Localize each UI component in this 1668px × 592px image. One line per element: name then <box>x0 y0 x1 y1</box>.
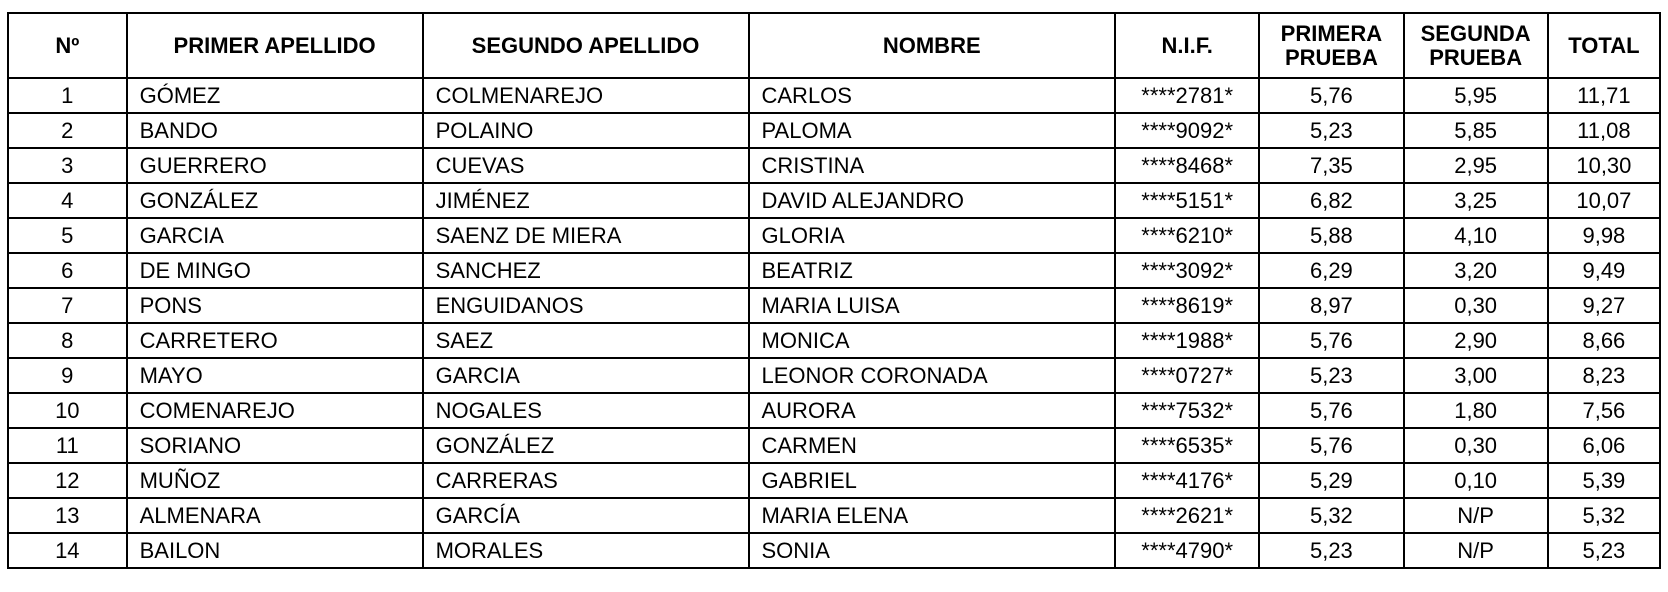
cell-nombre: GABRIEL <box>749 463 1116 498</box>
cell-total: 10,30 <box>1548 148 1660 183</box>
cell-nombre: MONICA <box>749 323 1116 358</box>
cell-nif: ****3092* <box>1115 253 1259 288</box>
cell-primera-prueba: 6,29 <box>1259 253 1403 288</box>
table-row <box>8 463 1660 498</box>
cell-nif: ****8468* <box>1115 148 1259 183</box>
cell-numero: 9 <box>8 358 127 393</box>
header-primera-prueba: PRIMERA PRUEBA <box>1259 13 1403 78</box>
cell-primera-prueba: 5,76 <box>1259 428 1403 463</box>
cell-segundo-apellido: CUEVAS <box>423 148 749 183</box>
cell-numero: 3 <box>8 148 127 183</box>
cell-segundo-apellido: SAEZ <box>423 323 749 358</box>
cell-nif: ****8619* <box>1115 288 1259 323</box>
cell-segundo-apellido: POLAINO <box>423 113 749 148</box>
cell-primera-prueba: 5,23 <box>1259 113 1403 148</box>
cell-numero: 2 <box>8 113 127 148</box>
cell-numero: 14 <box>8 533 127 568</box>
cell-total: 5,23 <box>1548 533 1660 568</box>
header-total: TOTAL <box>1548 13 1660 78</box>
cell-segunda-prueba: 3,20 <box>1404 253 1548 288</box>
cell-primer-apellido: PONS <box>127 288 423 323</box>
cell-nombre: CRISTINA <box>749 148 1116 183</box>
table-row <box>8 148 1660 183</box>
cell-primer-apellido: GÓMEZ <box>127 78 423 113</box>
cell-primera-prueba: 7,35 <box>1259 148 1403 183</box>
cell-nif: ****7532* <box>1115 393 1259 428</box>
cell-primer-apellido: BANDO <box>127 113 423 148</box>
cell-numero: 7 <box>8 288 127 323</box>
cell-nif: ****9092* <box>1115 113 1259 148</box>
cell-numero: 13 <box>8 498 127 533</box>
cell-segundo-apellido: ENGUIDANOS <box>423 288 749 323</box>
cell-total: 8,66 <box>1548 323 1660 358</box>
table-row <box>8 253 1660 288</box>
cell-total: 9,98 <box>1548 218 1660 253</box>
table-row <box>8 498 1660 533</box>
table-row <box>8 358 1660 393</box>
cell-total: 5,32 <box>1548 498 1660 533</box>
table-row <box>8 323 1660 358</box>
table-row <box>8 288 1660 323</box>
table-row <box>8 113 1660 148</box>
cell-total: 5,39 <box>1548 463 1660 498</box>
cell-segunda-prueba: 2,95 <box>1404 148 1548 183</box>
table-row <box>8 533 1660 568</box>
cell-segunda-prueba: 0,30 <box>1404 428 1548 463</box>
cell-nif: ****6210* <box>1115 218 1259 253</box>
cell-segunda-prueba: 2,90 <box>1404 323 1548 358</box>
cell-numero: 11 <box>8 428 127 463</box>
header-primer-apellido: PRIMER APELLIDO <box>127 13 423 78</box>
cell-nombre: LEONOR CORONADA <box>749 358 1116 393</box>
cell-nombre: CARLOS <box>749 78 1116 113</box>
cell-segunda-prueba: 0,10 <box>1404 463 1548 498</box>
cell-segundo-apellido: GONZÁLEZ <box>423 428 749 463</box>
cell-numero: 5 <box>8 218 127 253</box>
cell-segundo-apellido: NOGALES <box>423 393 749 428</box>
cell-segundo-apellido: JIMÉNEZ <box>423 183 749 218</box>
cell-nif: ****1988* <box>1115 323 1259 358</box>
table-row <box>8 183 1660 218</box>
cell-segunda-prueba: 1,80 <box>1404 393 1548 428</box>
cell-primer-apellido: DE MINGO <box>127 253 423 288</box>
cell-numero: 10 <box>8 393 127 428</box>
cell-primer-apellido: GARCIA <box>127 218 423 253</box>
cell-nif: ****6535* <box>1115 428 1259 463</box>
header-numero: Nº <box>8 13 127 78</box>
cell-segunda-prueba: N/P <box>1404 533 1548 568</box>
cell-segunda-prueba: 5,85 <box>1404 113 1548 148</box>
cell-primera-prueba: 5,29 <box>1259 463 1403 498</box>
cell-segundo-apellido: SAENZ DE MIERA <box>423 218 749 253</box>
cell-nombre: MARIA LUISA <box>749 288 1116 323</box>
cell-numero: 1 <box>8 78 127 113</box>
cell-segunda-prueba: 3,25 <box>1404 183 1548 218</box>
cell-segunda-prueba: 5,95 <box>1404 78 1548 113</box>
cell-primera-prueba: 5,32 <box>1259 498 1403 533</box>
table-row <box>8 78 1660 113</box>
table-row <box>8 218 1660 253</box>
header-nif: N.I.F. <box>1115 13 1259 78</box>
cell-primer-apellido: COMENAREJO <box>127 393 423 428</box>
cell-numero: 6 <box>8 253 127 288</box>
cell-primer-apellido: CARRETERO <box>127 323 423 358</box>
cell-primer-apellido: BAILON <box>127 533 423 568</box>
cell-segundo-apellido: GARCIA <box>423 358 749 393</box>
table-row <box>8 428 1660 463</box>
cell-nombre: BEATRIZ <box>749 253 1116 288</box>
table-header <box>8 13 1660 78</box>
cell-nif: ****4790* <box>1115 533 1259 568</box>
cell-primera-prueba: 6,82 <box>1259 183 1403 218</box>
cell-primer-apellido: ALMENARA <box>127 498 423 533</box>
cell-numero: 4 <box>8 183 127 218</box>
table-body <box>8 78 1660 568</box>
cell-segundo-apellido: GARCÍA <box>423 498 749 533</box>
cell-nombre: PALOMA <box>749 113 1116 148</box>
cell-total: 10,07 <box>1548 183 1660 218</box>
cell-nombre: AURORA <box>749 393 1116 428</box>
cell-segunda-prueba: 4,10 <box>1404 218 1548 253</box>
cell-total: 9,49 <box>1548 253 1660 288</box>
cell-primera-prueba: 8,97 <box>1259 288 1403 323</box>
cell-nif: ****2781* <box>1115 78 1259 113</box>
cell-primera-prueba: 5,23 <box>1259 358 1403 393</box>
cell-total: 11,71 <box>1548 78 1660 113</box>
cell-total: 8,23 <box>1548 358 1660 393</box>
cell-nif: ****4176* <box>1115 463 1259 498</box>
table-row <box>8 393 1660 428</box>
cell-total: 9,27 <box>1548 288 1660 323</box>
cell-segunda-prueba: 0,30 <box>1404 288 1548 323</box>
cell-segunda-prueba: 3,00 <box>1404 358 1548 393</box>
header-row <box>8 13 1660 78</box>
cell-primer-apellido: GONZÁLEZ <box>127 183 423 218</box>
cell-primer-apellido: MUÑOZ <box>127 463 423 498</box>
cell-primera-prueba: 5,76 <box>1259 393 1403 428</box>
cell-segundo-apellido: COLMENAREJO <box>423 78 749 113</box>
cell-nif: ****2621* <box>1115 498 1259 533</box>
cell-nif: ****0727* <box>1115 358 1259 393</box>
cell-primera-prueba: 5,76 <box>1259 78 1403 113</box>
header-nombre: NOMBRE <box>749 13 1116 78</box>
cell-numero: 8 <box>8 323 127 358</box>
cell-nombre: CARMEN <box>749 428 1116 463</box>
cell-primera-prueba: 5,23 <box>1259 533 1403 568</box>
cell-total: 7,56 <box>1548 393 1660 428</box>
cell-primera-prueba: 5,88 <box>1259 218 1403 253</box>
cell-segundo-apellido: MORALES <box>423 533 749 568</box>
cell-total: 11,08 <box>1548 113 1660 148</box>
cell-nombre: MARIA ELENA <box>749 498 1116 533</box>
cell-segundo-apellido: CARRERAS <box>423 463 749 498</box>
cell-primer-apellido: GUERRERO <box>127 148 423 183</box>
header-segundo-apellido: SEGUNDO APELLIDO <box>423 13 749 78</box>
cell-primer-apellido: MAYO <box>127 358 423 393</box>
header-segunda-prueba: SEGUNDA PRUEBA <box>1404 13 1548 78</box>
cell-nif: ****5151* <box>1115 183 1259 218</box>
cell-primera-prueba: 5,76 <box>1259 323 1403 358</box>
results-table <box>7 12 1661 569</box>
cell-nombre: SONIA <box>749 533 1116 568</box>
cell-segundo-apellido: SANCHEZ <box>423 253 749 288</box>
cell-segunda-prueba: N/P <box>1404 498 1548 533</box>
cell-nombre: DAVID ALEJANDRO <box>749 183 1116 218</box>
cell-primer-apellido: SORIANO <box>127 428 423 463</box>
cell-numero: 12 <box>8 463 127 498</box>
cell-nombre: GLORIA <box>749 218 1116 253</box>
cell-total: 6,06 <box>1548 428 1660 463</box>
